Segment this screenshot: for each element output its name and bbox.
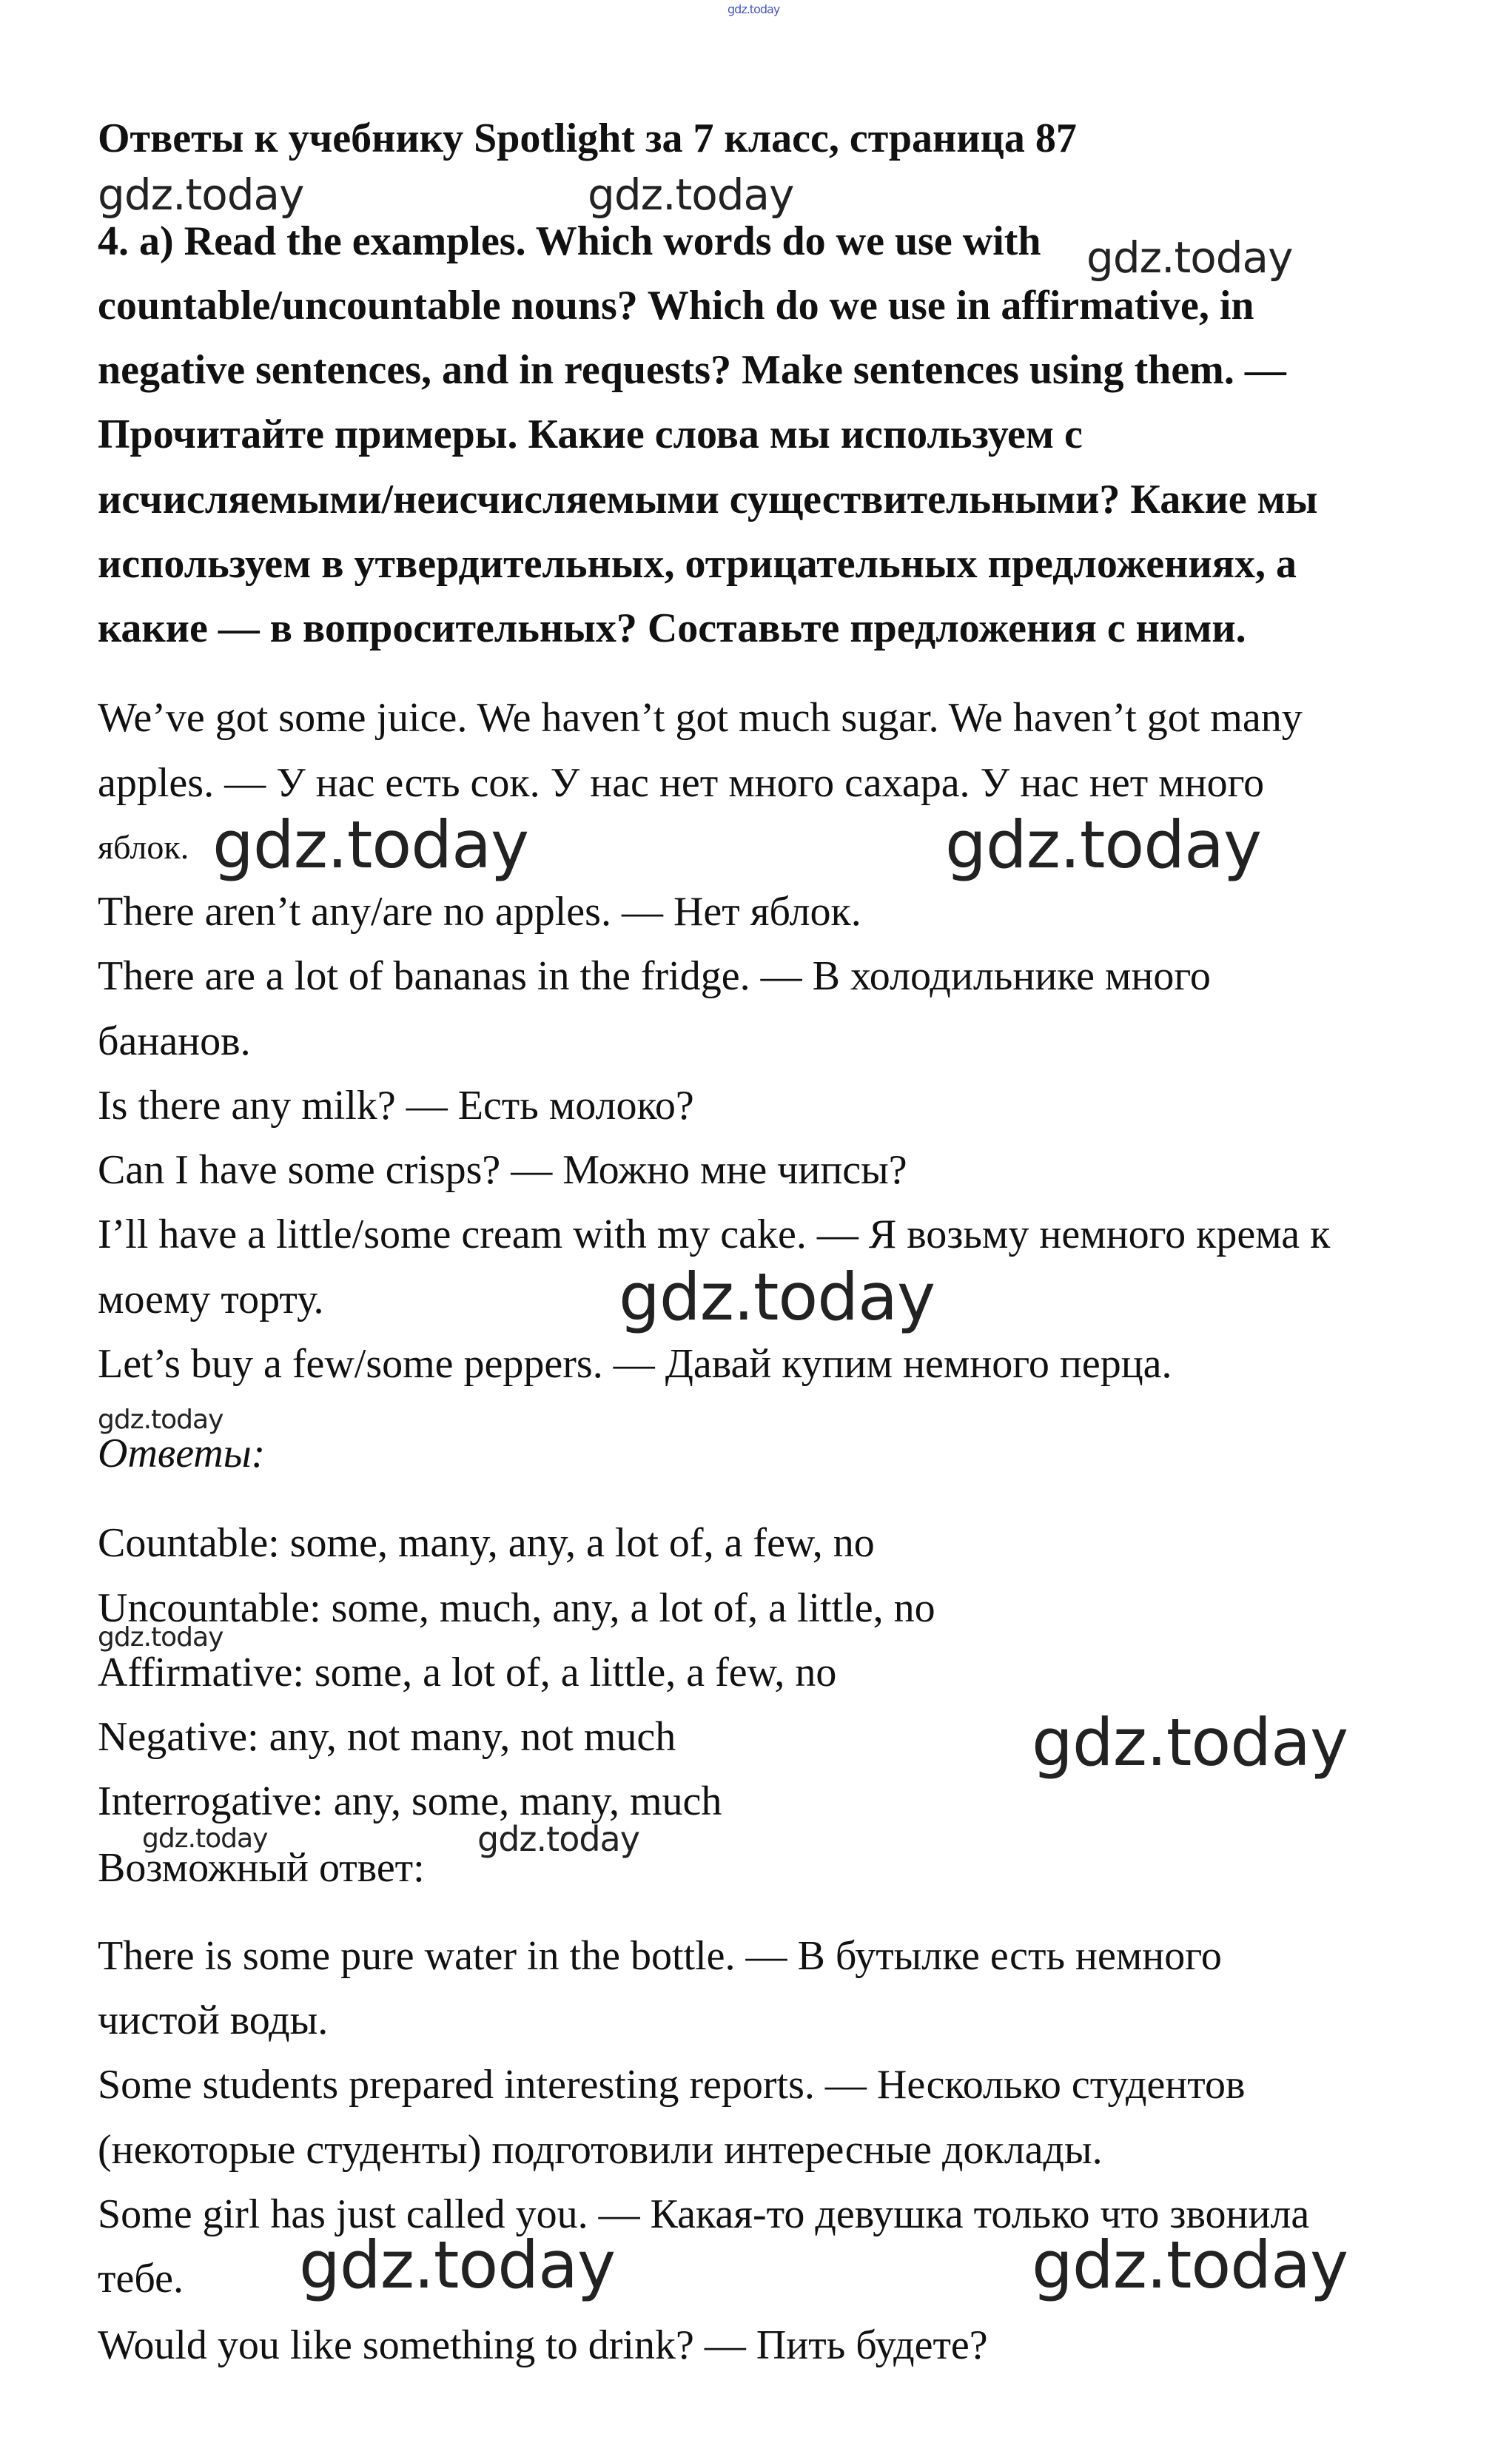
question-line: исчисляемыми/неисчисляемыми существительными? Какие мы	[98, 477, 1318, 522]
question-line: countable/uncountable nouns? Which do we use in affirmative, in	[98, 283, 1254, 329]
answers-heading: Ответы:	[98, 1431, 266, 1476]
watermark: gdz.today	[98, 1405, 224, 1435]
example-line: I’ll have a little/some cream with my cake. — Я возьму немного крема к	[98, 1211, 1331, 1257]
watermark: gdz.today	[728, 2, 780, 16]
question-line: Прочитайте примеры. Какие слова мы используем с	[98, 411, 1083, 457]
question-line: используем в утвердительных, отрицательных предложениях, а	[98, 541, 1297, 587]
watermark: gdz.today	[299, 2227, 616, 2303]
answer-line: Negative: any, not many, not much	[98, 1714, 676, 1760]
watermark: gdz.today	[1086, 232, 1293, 283]
possible-line: Some girl has just called you. — Какая-то девушка только что звонила	[98, 2191, 1310, 2237]
example-line: Let’s buy a few/some peppers. — Давай купим немного перца.	[98, 1341, 1172, 1387]
example-line: моему торту.	[98, 1277, 324, 1322]
possible-line: Some students prepared interesting reports. — Несколько студентов	[98, 2062, 1246, 2108]
watermark: gdz.today	[142, 1824, 268, 1854]
watermark: gdz.today	[1032, 2227, 1348, 2303]
watermark: gdz.today	[98, 1622, 224, 1653]
answer-line: Uncountable: some, much, any, a lot of, a little, no	[98, 1585, 935, 1631]
watermark: gdz.today	[477, 1819, 639, 1859]
possible-heading: Возможный ответ:	[98, 1845, 425, 1891]
watermark: gdz.today	[588, 169, 794, 220]
watermark: gdz.today	[1032, 1704, 1348, 1781]
example-line: яблок.	[98, 828, 189, 866]
answer-line: Countable: some, many, any, a lot of, a few, no	[98, 1520, 875, 1566]
possible-line: There is some pure water in the bottle. — В бутылке есть немного	[98, 1933, 1222, 1979]
answer-line: Interrogative: any, some, many, much	[98, 1778, 722, 1824]
example-line: Can I have some crisps? — Можно мне чипсы?	[98, 1147, 907, 1193]
possible-line: Would you like something to drink? — Пить будете?	[98, 2322, 988, 2368]
example-line: We’ve got some juice. We haven’t got much sugar. We haven’t got many	[98, 695, 1303, 741]
question-line: negative sentences, and in requests? Make sentences using them. —	[98, 347, 1286, 393]
possible-line: (некоторые студенты) подготовили интересные доклады.	[98, 2127, 1103, 2173]
example-line: Is there any milk? — Есть молоко?	[98, 1083, 694, 1129]
example-line: apples. — У нас есть сок. У нас нет много сахара. У нас нет много	[98, 760, 1265, 806]
answer-line: Affirmative: some, a lot of, a little, a few, no	[98, 1650, 837, 1695]
possible-line: тебе.	[98, 2256, 184, 2302]
question-line: 4. a) Read the examples. Which words do we use with	[98, 218, 1041, 264]
example-line: There are a lot of bananas in the fridge. — В холодильнике много	[98, 953, 1211, 999]
watermark: gdz.today	[945, 807, 1262, 883]
watermark: gdz.today	[619, 1259, 935, 1335]
question-line: какие — в вопросительных? Составьте предложения с ними.	[98, 605, 1246, 651]
example-line: бананов.	[98, 1018, 251, 1064]
possible-line: чистой воды.	[98, 1997, 329, 2043]
example-line: There aren’t any/are no apples. — Нет яблок.	[98, 889, 861, 935]
watermark: gdz.today	[98, 169, 304, 220]
page-title: Ответы к учебнику Spotlight за 7 класс, страница 87	[98, 115, 1077, 161]
watermark: gdz.today	[212, 807, 529, 883]
